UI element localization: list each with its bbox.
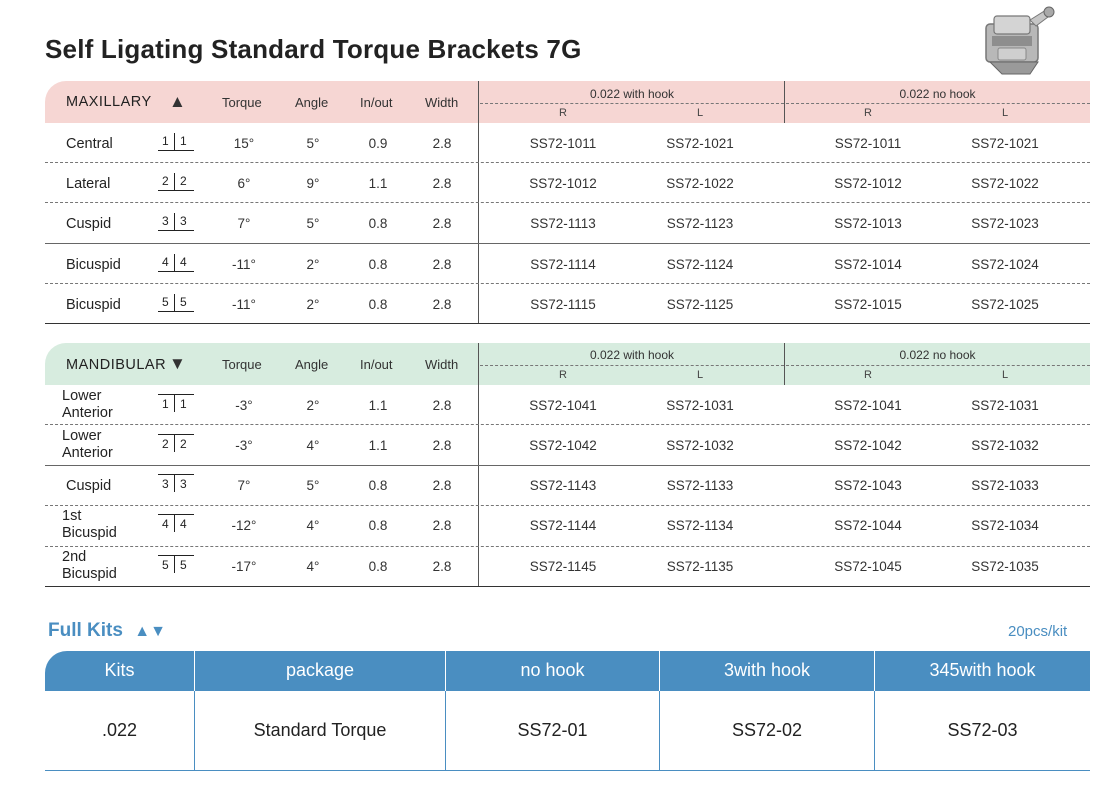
- cell-wh-l: SS72-1134: [666, 518, 734, 533]
- cell-nh-r: SS72-1043: [834, 478, 902, 493]
- tooth-quadrant-symbol: [158, 394, 194, 412]
- bracket-product-image: [972, 2, 1062, 82]
- col-r: R: [864, 369, 872, 381]
- quadrant-vertical-line: [174, 133, 175, 151]
- cell-nh-l: SS72-1022: [971, 176, 1039, 191]
- tooth-name-line1: Lower: [62, 428, 102, 444]
- tooth-number-right: 4: [180, 255, 187, 269]
- tooth-number-right: 5: [180, 558, 187, 572]
- col-angle: Angle: [295, 95, 329, 110]
- cell-wh-r: SS72-1113: [530, 216, 596, 231]
- col-r: R: [864, 107, 872, 119]
- tooth-number-right: 2: [180, 174, 187, 188]
- group-with-hook: 0.022 with hook: [589, 87, 675, 101]
- cell-torque: 15°: [233, 136, 255, 151]
- up-down-arrows-icon: ▲▼: [134, 623, 166, 640]
- quadrant-horizontal-line: [158, 271, 194, 272]
- cell-angle: 5°: [306, 216, 320, 231]
- cell-width: 2.8: [432, 257, 452, 272]
- col-inout: In/out: [360, 357, 393, 372]
- cell-inout: 0.8: [368, 559, 388, 574]
- tooth-name-line1: Lower: [62, 388, 102, 404]
- cell-inout: 0.8: [368, 297, 388, 312]
- col-l: L: [696, 107, 704, 119]
- tooth-number-right: 5: [180, 295, 187, 309]
- col-angle: Angle: [295, 357, 329, 372]
- tooth-quadrant-symbol: [158, 434, 194, 452]
- cell-wh-r: SS72-1115: [530, 297, 596, 312]
- col-inout: In/out: [360, 95, 393, 110]
- col-l: L: [1001, 107, 1009, 119]
- cell-torque: -11°: [232, 257, 256, 272]
- cell-nh-r: SS72-1041: [834, 398, 902, 413]
- cell-torque: -3°: [235, 438, 253, 453]
- quadrant-horizontal-line: [158, 434, 194, 435]
- cell-width: 2.8: [432, 478, 452, 493]
- cell-nh-l: SS72-1032: [971, 438, 1039, 453]
- cell-angle: 2°: [306, 297, 320, 312]
- cell-wh-r: SS72-1011: [529, 136, 597, 151]
- cell-inout: 1.1: [368, 176, 388, 191]
- group-no-hook: 0.022 no hook: [899, 348, 976, 362]
- per-kit-label: 20pcs/kit: [1008, 623, 1068, 640]
- cell-wh-l: SS72-1125: [666, 297, 734, 312]
- quadrant-horizontal-line: [158, 230, 194, 231]
- tooth-name: Cuspid: [66, 216, 112, 232]
- cell-wh-l: SS72-1133: [666, 478, 734, 493]
- cell-wh-l: SS72-1135: [666, 559, 734, 574]
- cell-torque: -12°: [231, 518, 257, 533]
- cell-wh-l: SS72-1032: [666, 438, 734, 453]
- tooth-number-left: 3: [162, 477, 169, 491]
- cell-width: 2.8: [432, 438, 452, 453]
- quadrant-vertical-line: [174, 474, 175, 492]
- cell-wh-r: SS72-1144: [529, 518, 597, 533]
- tooth-number-left: 2: [162, 437, 169, 451]
- quadrant-vertical-line: [174, 294, 175, 312]
- cell-nh-r: SS72-1042: [834, 438, 902, 453]
- quadrant-vertical-line: [174, 394, 175, 412]
- mandibular-label: MANDIBULAR: [66, 357, 167, 373]
- tooth-name-line2: Bicuspid: [62, 525, 117, 541]
- tooth-name: Bicuspid: [66, 297, 121, 313]
- tooth-quadrant-symbol: [158, 133, 194, 151]
- tooth-number-right: 2: [180, 437, 187, 451]
- cell-nh-r: SS72-1044: [834, 518, 902, 533]
- cell-width: 2.8: [432, 176, 452, 191]
- cell-angle: 4°: [306, 438, 320, 453]
- kits-header-kits: Kits: [104, 660, 135, 680]
- tooth-quadrant-symbol: [158, 514, 194, 532]
- cell-wh-r: SS72-1012: [529, 176, 597, 191]
- cell-angle: 4°: [306, 518, 320, 533]
- quadrant-horizontal-line: [158, 394, 194, 395]
- tooth-quadrant-symbol: [158, 555, 194, 573]
- page-title: Self Ligating Standard Torque Brackets 7G: [45, 34, 582, 64]
- col-width: Width: [425, 357, 459, 372]
- kits-header-no-hook: no hook: [520, 660, 585, 680]
- cell-nh-l: SS72-1035: [971, 559, 1039, 574]
- cell-wh-r: SS72-1041: [529, 398, 597, 413]
- tooth-name-line1: 1st: [62, 508, 82, 524]
- cell-angle: 9°: [306, 176, 320, 191]
- col-torque: Torque: [222, 357, 262, 372]
- cell-inout: 0.8: [368, 216, 388, 231]
- cell-nh-l: SS72-1023: [971, 216, 1039, 231]
- tooth-number-left: 1: [162, 397, 169, 411]
- tooth-name: Cuspid: [66, 478, 112, 494]
- quadrant-vertical-line: [174, 173, 175, 191]
- cell-torque: -11°: [232, 297, 256, 312]
- tooth-name: Central: [66, 136, 113, 152]
- quadrant-horizontal-line: [158, 311, 194, 312]
- cell-angle: 2°: [306, 398, 320, 413]
- cell-wh-r: SS72-1143: [529, 478, 597, 493]
- tooth-number-left: 4: [162, 517, 169, 531]
- quadrant-vertical-line: [174, 434, 175, 452]
- cell-angle: 5°: [306, 136, 320, 151]
- quadrant-horizontal-line: [158, 514, 194, 515]
- cell-wh-r: SS72-1114: [530, 257, 596, 272]
- cell-wh-l: SS72-1022: [666, 176, 734, 191]
- tooth-number-left: 3: [162, 214, 169, 228]
- quadrant-vertical-line: [174, 555, 175, 573]
- tooth-number-left: 4: [162, 255, 169, 269]
- cell-inout: 0.8: [368, 257, 388, 272]
- tooth-number-right: 1: [180, 397, 187, 411]
- kits-header-package: package: [285, 660, 355, 680]
- cell-nh-l: SS72-1021: [971, 136, 1039, 151]
- cell-torque: 7°: [237, 216, 251, 231]
- col-l: L: [1001, 369, 1009, 381]
- kit-value-size: .022: [101, 720, 138, 740]
- tooth-quadrant-symbol: [158, 254, 194, 272]
- cell-width: 2.8: [432, 518, 452, 533]
- tooth-quadrant-symbol: [158, 294, 194, 312]
- cell-width: 2.8: [432, 559, 452, 574]
- kits-header-3with-hook: 3with hook: [723, 660, 811, 680]
- kit-value-no-hook: SS72-01: [517, 720, 588, 740]
- cell-inout: 0.9: [368, 136, 388, 151]
- cell-angle: 2°: [306, 257, 320, 272]
- cell-width: 2.8: [432, 216, 452, 231]
- cell-wh-l: SS72-1031: [666, 398, 734, 413]
- quadrant-vertical-line: [174, 213, 175, 231]
- kit-value-3with-hook: SS72-02: [731, 720, 803, 740]
- cell-nh-r: SS72-1015: [834, 297, 902, 312]
- tooth-name: Lateral: [66, 176, 111, 192]
- cell-wh-r: SS72-1145: [529, 559, 597, 574]
- col-r: R: [559, 369, 567, 381]
- kits-header-345with-hook: 345with hook: [929, 660, 1036, 680]
- group-with-hook: 0.022 with hook: [589, 348, 675, 362]
- quadrant-vertical-line: [174, 254, 175, 272]
- quadrant-horizontal-line: [158, 474, 194, 475]
- cell-inout: 1.1: [368, 398, 388, 413]
- tooth-name-line2: Anterior: [62, 445, 113, 461]
- cell-nh-l: SS72-1025: [971, 297, 1039, 312]
- cell-nh-l: SS72-1034: [971, 518, 1039, 533]
- tooth-name-line2: Bicuspid: [62, 566, 117, 582]
- cell-nh-l: SS72-1033: [971, 478, 1039, 493]
- cell-wh-r: SS72-1042: [529, 438, 597, 453]
- kit-value-package: Standard Torque: [253, 720, 387, 740]
- cell-torque: 7°: [237, 478, 251, 493]
- cell-nh-l: SS72-1031: [971, 398, 1039, 413]
- col-r: R: [559, 107, 567, 119]
- quadrant-horizontal-line: [158, 150, 194, 151]
- tooth-number-left: 5: [162, 558, 169, 572]
- cell-inout: 1.1: [368, 438, 388, 453]
- cell-wh-l: SS72-1123: [666, 216, 734, 231]
- tooth-number-left: 1: [162, 134, 169, 148]
- cell-nh-l: SS72-1024: [971, 257, 1039, 272]
- full-kits-title: Full Kits ▲▼: [48, 620, 166, 641]
- cell-angle: 4°: [306, 559, 320, 574]
- cell-torque: -17°: [231, 559, 257, 574]
- cell-inout: 0.8: [368, 478, 388, 493]
- cell-nh-r: SS72-1045: [834, 559, 902, 574]
- tooth-name-line2: Anterior: [62, 405, 113, 421]
- cell-torque: 6°: [237, 176, 251, 191]
- tooth-quadrant-symbol: [158, 213, 194, 231]
- tooth-number-right: 1: [180, 134, 187, 148]
- col-l: L: [696, 369, 704, 381]
- cell-torque: -3°: [235, 398, 253, 413]
- tooth-name-line1: 2nd: [62, 549, 87, 565]
- quadrant-vertical-line: [174, 514, 175, 532]
- tooth-quadrant-symbol: [158, 173, 194, 191]
- tooth-number-left: 5: [162, 295, 169, 309]
- maxillary-label: MAXILLARY: [66, 94, 152, 110]
- tooth-quadrant-symbol: [158, 474, 194, 492]
- cell-wh-l: SS72-1021: [666, 136, 734, 151]
- cell-wh-l: SS72-1124: [666, 257, 734, 272]
- quadrant-horizontal-line: [158, 190, 194, 191]
- tooth-number-right: 3: [180, 477, 187, 491]
- tooth-name: Bicuspid: [66, 257, 121, 273]
- cell-width: 2.8: [432, 398, 452, 413]
- cell-nh-r: SS72-1013: [834, 216, 902, 231]
- cell-angle: 5°: [306, 478, 320, 493]
- quadrant-horizontal-line: [158, 555, 194, 556]
- col-torque: Torque: [222, 95, 262, 110]
- up-arrow-icon: ▲: [169, 92, 186, 111]
- cell-nh-r: SS72-1014: [834, 257, 902, 272]
- cell-inout: 0.8: [368, 518, 388, 533]
- cell-width: 2.8: [432, 136, 452, 151]
- group-no-hook: 0.022 no hook: [899, 87, 976, 101]
- tooth-number-right: 4: [180, 517, 187, 531]
- cell-nh-r: SS72-1011: [834, 136, 902, 151]
- cell-width: 2.8: [432, 297, 452, 312]
- tooth-number-right: 3: [180, 214, 187, 228]
- tooth-number-left: 2: [162, 174, 169, 188]
- col-width: Width: [425, 95, 459, 110]
- kit-value-345with-hook: SS72-03: [947, 720, 1018, 740]
- cell-nh-r: SS72-1012: [834, 176, 902, 191]
- down-arrow-icon: ▼: [169, 354, 186, 373]
